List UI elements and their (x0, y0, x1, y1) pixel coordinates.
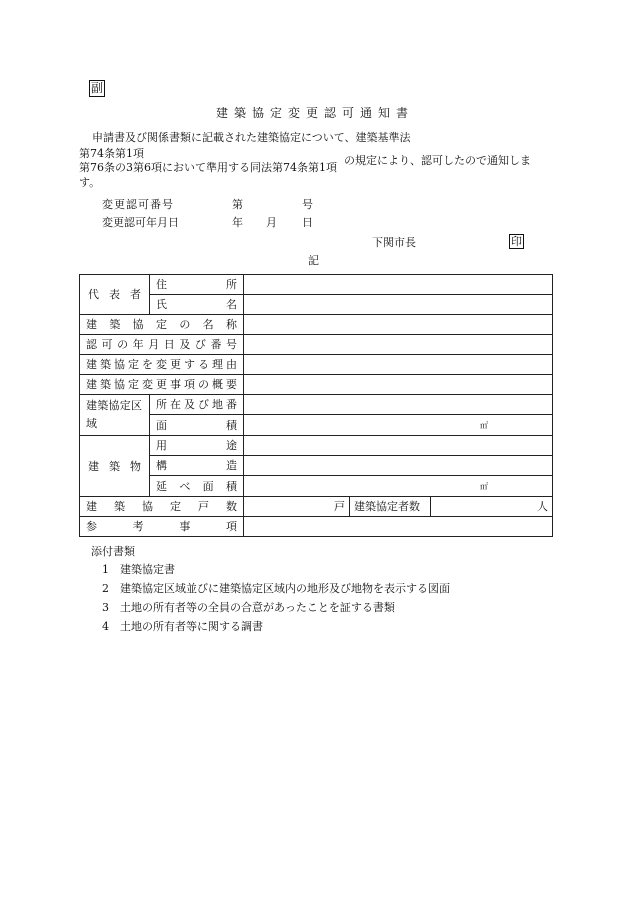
table-row (80, 355, 553, 375)
agreement-name-label: 建築協定の名称 (80, 315, 244, 335)
floor-area-label: 延べ面積 (150, 476, 244, 497)
person-unit: 人 (537, 500, 548, 513)
agreement-name-value (244, 315, 553, 335)
law-reference-b: 第76条の3第6項において準用する同法第74条第1項 (79, 161, 337, 174)
table-row (80, 415, 553, 436)
table-row (80, 497, 553, 517)
attachment-no: 2 (102, 582, 109, 595)
permit-number-go: 号 (302, 198, 313, 211)
agreement-area-label: 建築協定区域 (80, 395, 150, 436)
remarks-label: 参考事項 (80, 517, 244, 537)
table-row (80, 375, 553, 395)
attachments-heading: 添付書類 (91, 545, 135, 558)
name-label: 氏名 (150, 295, 244, 315)
notification-table (79, 274, 553, 537)
area-label: 面積 (150, 415, 244, 436)
area-value (244, 415, 553, 436)
permit-date-number-label: 認可の年月日及び番号 (80, 335, 244, 355)
household-unit: 戸 (334, 500, 345, 513)
law-reference-a: 第74条第1項 (79, 147, 144, 160)
structure-value (244, 456, 553, 476)
sqm-unit: ㎡ (480, 421, 488, 430)
address-label: 住所 (150, 275, 244, 295)
name-value (244, 295, 553, 315)
attachment-text: 建築協定書 (120, 563, 175, 576)
change-reason-value (244, 355, 553, 375)
location-value (244, 395, 553, 415)
permit-day: 日 (302, 216, 313, 229)
change-summary-value (244, 375, 553, 395)
use-label: 用途 (150, 436, 244, 456)
mayor-title: 下関市長 (372, 236, 416, 249)
intro-continuation: の規定により、認可したので通知しま (344, 154, 531, 167)
intro-end: す。 (79, 176, 101, 189)
permit-number-dai: 第 (232, 198, 243, 211)
building-label: 建築物 (80, 436, 150, 497)
attachment-text: 土地の所有者等に関する調書 (120, 620, 263, 633)
representative-label: 代表者 (80, 275, 150, 315)
copy-stamp: 副 (90, 81, 103, 95)
seal-mark: 印 (511, 235, 522, 248)
ki-heading: 記 (308, 254, 319, 267)
permit-number-label: 変更認可番号 (102, 198, 174, 211)
structure-label: 構造 (150, 456, 244, 476)
household-count-value (244, 497, 350, 517)
attachment-text: 建築協定区域並びに建築協定区域内の地形及び地物を表示する図面 (120, 582, 450, 595)
table-row (80, 395, 553, 415)
attachment-no: 4 (102, 620, 109, 633)
household-count-label: 建築協定戸数 (80, 497, 244, 517)
party-count-label: 建築協定者数 (350, 497, 431, 517)
attachment-no: 3 (102, 601, 109, 614)
table-row (80, 295, 553, 315)
change-summary-label: 建築協定変更事項の概要 (80, 375, 244, 395)
attachment-text: 土地の所有者等の全員の合意があったことを証する書類 (120, 601, 395, 614)
permit-date-label: 変更認可年月日 (102, 216, 179, 229)
remarks-value (244, 517, 553, 537)
permit-year: 年 (232, 216, 243, 229)
use-value (244, 436, 553, 456)
table-row (80, 476, 553, 497)
location-label: 所在及び地番 (150, 395, 244, 415)
intro-line: 申請書及び関係書類に記載された建築協定について、建築基準法 (92, 131, 411, 144)
permit-date-number-value (244, 335, 553, 355)
table-row (80, 456, 553, 476)
document-title: 建築協定変更認可通知書 (215, 106, 414, 120)
sqm-unit: ㎡ (480, 482, 488, 491)
permit-month: 月 (266, 216, 277, 229)
floor-area-value (244, 476, 553, 497)
table-row (80, 315, 553, 335)
attachment-no: 1 (102, 563, 109, 576)
address-value (244, 275, 553, 295)
table-row (80, 335, 553, 355)
table-row (80, 517, 553, 537)
party-count-value (431, 497, 553, 517)
change-reason-label: 建築協定を変更する理由 (80, 355, 244, 375)
table-row (80, 436, 553, 456)
table-row (80, 275, 553, 295)
